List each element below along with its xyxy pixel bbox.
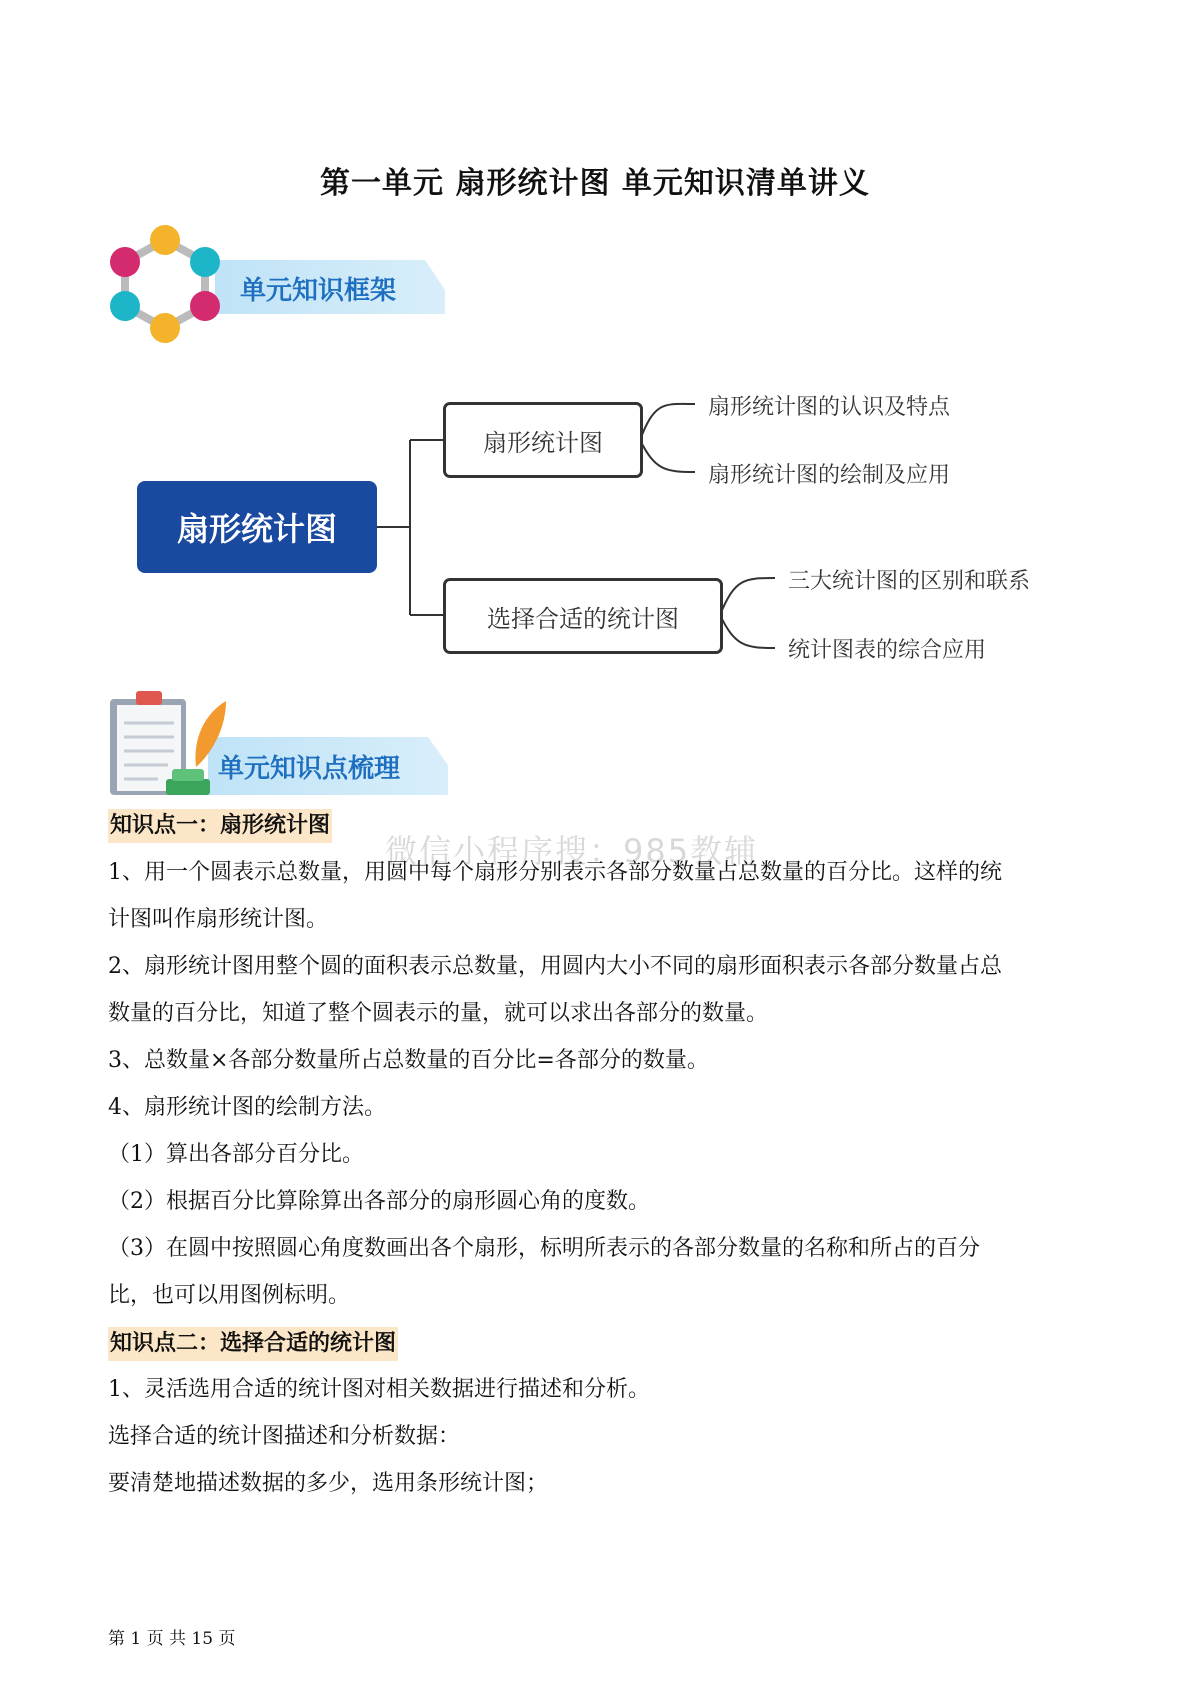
mindmap-root: 扇形统计图 (137, 481, 377, 573)
banner-knowledge-points: 单元知识点梳理 (218, 754, 401, 784)
mindmap-leaf: 三大统计图的区别和联系 (788, 569, 1031, 594)
body-line: （1）算出各部分百分比。 (108, 1142, 364, 1167)
mindmap-branch-pie-chart: 扇形统计图 (443, 402, 643, 478)
watermark: 微信小程序搜：985教辅 (385, 832, 759, 870)
page-title: 第一单元 扇形统计图 单元知识清单讲义 (320, 166, 870, 201)
mindmap-leaf: 统计图表的综合应用 (788, 638, 987, 663)
body-line: 3、总数量×各部分数量所占总数量的百分比=各部分的数量。 (108, 1048, 709, 1073)
body-line: 要清楚地描述数据的多少，选用条形统计图； (108, 1471, 549, 1496)
body-line: 2、扇形统计图用整个圆的面积表示总数量，用圆内大小不同的扇形面积表示各部分数量占总 (108, 954, 1003, 979)
section-heading-2: 知识点二：选择合适的统计图 (108, 1327, 398, 1361)
body-line: 数量的百分比，知道了整个圆表示的量，就可以求出各部分的数量。 (108, 1001, 769, 1026)
mindmap-leaf: 扇形统计图的绘制及应用 (708, 463, 951, 488)
body-line: （3）在圆中按照圆心角度数画出各个扇形，标明所表示的各部分数量的名称和所占的百分 (108, 1236, 981, 1261)
mindmap-leaf: 扇形统计图的认识及特点 (708, 395, 951, 420)
body-line: 比，也可以用图例标明。 (108, 1283, 351, 1308)
section-heading-1: 知识点一：扇形统计图 (108, 809, 332, 843)
body-line: 选择合适的统计图描述和分析数据： (108, 1424, 461, 1449)
body-line: 1、灵活选用合适的统计图对相关数据进行描述和分析。 (108, 1377, 650, 1402)
body-line: 计图叫作扇形统计图。 (108, 907, 329, 932)
body-line: 4、扇形统计图的绘制方法。 (108, 1095, 386, 1120)
body-line: 1、用一个圆表示总数量，用圆中每个扇形分别表示各部分数量占总数量的百分比。这样的统 (108, 860, 1003, 885)
mindmap-branch-choose-chart: 选择合适的统计图 (443, 578, 723, 654)
body-line: （2）根据百分比算除算出各部分的扇形圆心角的度数。 (108, 1189, 650, 1214)
banner-knowledge-framework: 单元知识框架 (240, 276, 397, 306)
page-footer: 第 1 页 共 15 页 (108, 1629, 236, 1649)
